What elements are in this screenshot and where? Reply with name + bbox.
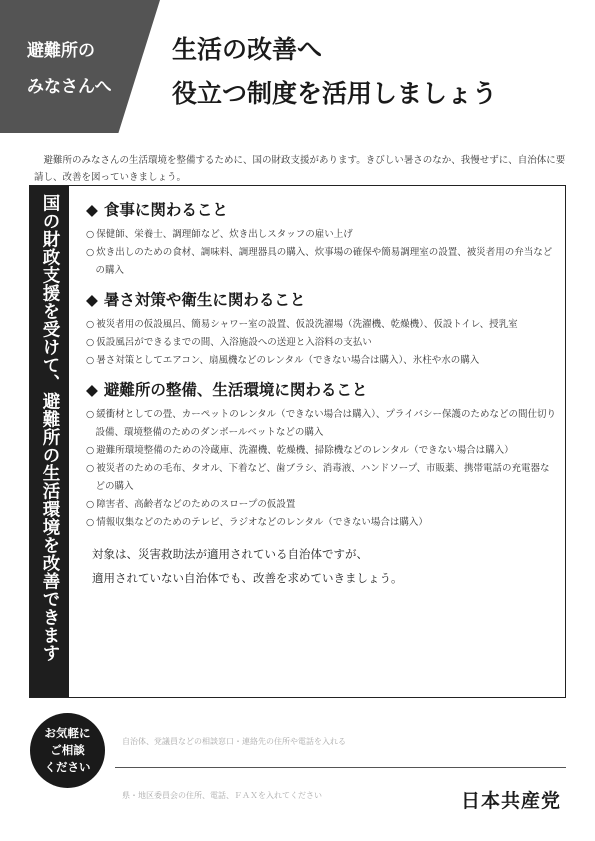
list-item-text: 被災者のための毛布、タオル、下着など、歯ブラシ、消毒液、ハンドソープ、市販薬、携帯電話の充電器などの購入	[95, 463, 550, 492]
contact-circle-text: お気軽に ご相談 ください	[44, 726, 91, 774]
list-item	[86, 316, 556, 334]
circle-bullet-icon: ○	[86, 499, 95, 510]
diamond-icon: ◆	[86, 291, 98, 309]
circle-bullet-icon: ○	[86, 517, 95, 528]
list-item	[86, 352, 556, 370]
section-title	[86, 380, 556, 400]
circle-bullet-icon: ○	[86, 337, 95, 348]
circle-bullet-icon: ○	[86, 229, 95, 240]
closing-line: 適用されていない自治体でも、改善を求めていきましょう。	[92, 571, 403, 585]
circle-bullet-icon: ○	[86, 445, 95, 456]
headline	[172, 28, 587, 116]
section-title	[86, 200, 556, 220]
section-heat-hygiene	[86, 290, 556, 370]
headline-line: 役立つ制度を活用しましょう	[172, 79, 498, 108]
circle-bullet-icon: ○	[86, 319, 95, 330]
party-logo-text: 日本共産党	[460, 790, 561, 812]
closing-statement	[86, 542, 556, 590]
corner-line: 避難所の	[27, 41, 95, 61]
section-title-text: 食事に関わること	[103, 201, 228, 219]
section-title-text: 避難所の整備、生活環境に関わること	[103, 381, 368, 399]
diamond-icon: ◆	[86, 201, 98, 219]
list-item	[86, 334, 556, 352]
list-item-text: 避難所環境整備のための冷蔵庫、洗濯機、乾燥機、掃除機などのレンタル（できない場合は購入）	[96, 445, 514, 456]
list-item	[86, 460, 556, 496]
section-title	[86, 290, 556, 310]
intro-paragraph: 避難所のみなさんの生活環境を整備するために、国の財政支援があります。きびしい暑さのなか、我慢せずに、自治体に要請し、改善を図っていきましょう。	[34, 154, 566, 183]
list-item-text: 炊き出しのための食材、調味料、調理器具の購入、炊事場の確保や簡易調理室の設置、被災者用の弁当などの購入	[95, 247, 553, 276]
contact-circle	[30, 713, 105, 788]
corner-banner-text	[27, 33, 157, 105]
list-item	[86, 226, 556, 244]
list-item-text: 暑さ対策としてエアコン、扇風機などのレンタル（できない場合は購入）、氷柱や水の購入	[96, 355, 480, 366]
contact-placeholder-committee: 県・地区委員会の住所、電話、ＦＡＸを入れてください	[122, 791, 322, 800]
circle-bullet-icon: ○	[86, 409, 95, 420]
list-item	[86, 406, 556, 442]
list-item	[86, 496, 556, 514]
circle-bullet-icon: ○	[86, 355, 95, 366]
list-item-text: 障害者、高齢者などのためのスロープの仮設置	[96, 499, 296, 510]
main-box	[29, 185, 566, 698]
section-food	[86, 200, 556, 280]
list-item-text: 情報収集などのためのテレビ、ラジオなどのレンタル（できない場合は購入）	[96, 517, 428, 528]
list-item	[86, 442, 556, 460]
side-bar	[30, 186, 69, 697]
section-shelter-environment	[86, 380, 556, 532]
divider	[115, 767, 566, 768]
side-bar-text: 国の財政支援を受けて、避難所の生活環境を改善できます	[40, 194, 60, 662]
sections-content	[86, 200, 556, 590]
list-item-text: 保健師、栄養士、調理師など、炊き出しスタッフの雇い上げ	[96, 229, 353, 240]
list-item	[86, 514, 556, 532]
list-item-text: 緩衝材としての畳、カーペットのレンタル（できない場合は購入）、プライバシー保護のためなどの間仕切り設備、環境整備のためのダンボールベットなどの購入	[95, 409, 556, 438]
list-item-text: 被災者用の仮設風呂、簡易シャワー室の設置、仮設洗濯場（洗濯機、乾燥機）、仮設トイレ、授乳室	[96, 319, 518, 330]
circle-bullet-icon: ○	[86, 247, 95, 258]
corner-line: みなさんへ	[27, 77, 112, 97]
headline-line: 生活の改善へ	[172, 35, 323, 64]
section-title-text: 暑さ対策や衛生に関わること	[103, 291, 306, 309]
circle-bullet-icon: ○	[86, 463, 95, 474]
list-item-text: 仮設風呂ができるまでの間、入浴施設への送迎と入浴料の支払い	[96, 337, 372, 348]
closing-line: 対象は、災害救助法が適用されている自治体ですが、	[92, 547, 368, 561]
contact-placeholder-local: 自治体、党議員などの相談窓口・連絡先の住所や電話を入れる	[122, 737, 346, 746]
diamond-icon: ◆	[86, 381, 98, 399]
list-item	[86, 244, 556, 280]
